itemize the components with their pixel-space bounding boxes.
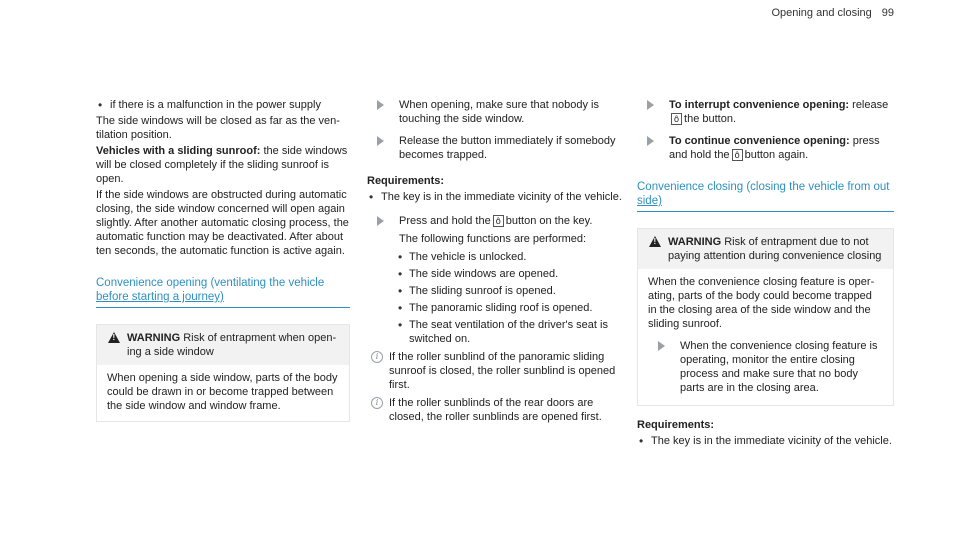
warning-box <box>637 228 894 406</box>
paragraph: The following functions are performed: <box>399 233 587 245</box>
list-item: • The sliding sunroof is opened. <box>367 284 622 298</box>
step-arrow-icon <box>377 216 384 226</box>
column-1 <box>96 98 350 422</box>
step-arrow-icon <box>658 341 665 351</box>
warning-body: When opening a side window, parts of the body could be drawn in or become trapped between the side window and window frame. <box>107 372 338 412</box>
list-item: • The key is in the immediate vicinity of the vehicle. <box>367 190 622 204</box>
paragraph: Vehicles with a sliding sunroof: the side windows will be closed completely if the sliding sunroof is open. <box>96 145 348 185</box>
list-item: • The key is in the immediate vicinity of the vehicle. <box>637 434 894 448</box>
warning-header: ! WARNING Risk of entrapment when opening a side window <box>97 325 349 365</box>
list-item: • if there is a malfunction in the power supply <box>96 98 350 112</box>
key-unlock-icon: ô <box>493 215 504 227</box>
warning-icon <box>649 236 661 247</box>
warning-header: ! WARNING Risk of entrapment due to not paying attention during convenience closing <box>638 229 893 269</box>
step: When opening, make sure that nobody is touching the side window. <box>367 98 622 126</box>
section-title: Opening and closing <box>771 7 872 19</box>
paragraph: The side windows will be closed as far as the ventilation position. <box>96 115 340 141</box>
page-number: 99 <box>881 7 894 19</box>
section-heading: Convenience closing (closing the vehicle from out side) <box>637 180 894 212</box>
warning-box <box>96 324 350 422</box>
requirements-label: Requirements: <box>367 175 445 187</box>
list-item: • The vehicle is unlocked. <box>367 250 622 264</box>
column-2 <box>367 98 622 427</box>
step-arrow-icon <box>647 100 654 110</box>
section-heading: Convenience opening (ventilating the vehicle before starting a journey) <box>96 276 350 308</box>
key-unlock-icon: ô <box>732 149 743 161</box>
requirements-label: Requirements: <box>637 419 715 431</box>
requirements <box>367 174 622 204</box>
info-icon: i <box>371 351 383 363</box>
list-item: • The seat ventilation of the driver's seat is switched on. <box>367 318 622 346</box>
info-note: i If the roller sunblind of the panoramic sliding sunroof is closed, the roller sunblind is opened first. <box>367 350 622 392</box>
step: To continue convenience opening: press and hold the ô button again. <box>637 134 894 162</box>
list-item: • The panoramic sliding roof is opened. <box>367 301 622 315</box>
step: When the convenience closing feature is operating, monitor the entire closing process and make sure that no body parts are in the closing area. <box>648 339 883 395</box>
step-arrow-icon <box>377 136 384 146</box>
info-icon: i <box>371 397 383 409</box>
step: Release the button immediately if somebody becomes trapped. <box>367 134 622 162</box>
paragraph: If the side windows are obstructed during automatic closing, the side window concerned will open again slightly. After another automatic closing process, the automatic function may be deactivated. After about ten seconds, the automatic function is active again. <box>96 189 349 257</box>
info-note: i If the roller sunblinds of the rear doors are closed, the roller sunblinds are opened first. <box>367 396 622 424</box>
requirements <box>637 418 894 448</box>
page-header <box>771 6 894 20</box>
warning-icon <box>108 332 120 343</box>
column-3 <box>637 98 894 450</box>
step: Press and hold the ô button on the key. <box>367 214 622 228</box>
step-arrow-icon <box>647 136 654 146</box>
key-unlock-icon: ô <box>671 113 682 125</box>
step: To interrupt convenience opening: release ô the button. <box>637 98 894 126</box>
functions-list <box>367 250 622 346</box>
step-arrow-icon <box>377 100 384 110</box>
warning-body: When the convenience closing feature is operating, parts of the body could become trapped in the closing area of the side window and the sliding sunroof. When the convenience closing feature is operating, monitor the entire closing process and make sure that no body parts are in the closing area. <box>638 269 893 405</box>
bold-label: Vehicles with a sliding sunroof: <box>96 145 261 157</box>
list-item: • The side windows are opened. <box>367 267 622 281</box>
